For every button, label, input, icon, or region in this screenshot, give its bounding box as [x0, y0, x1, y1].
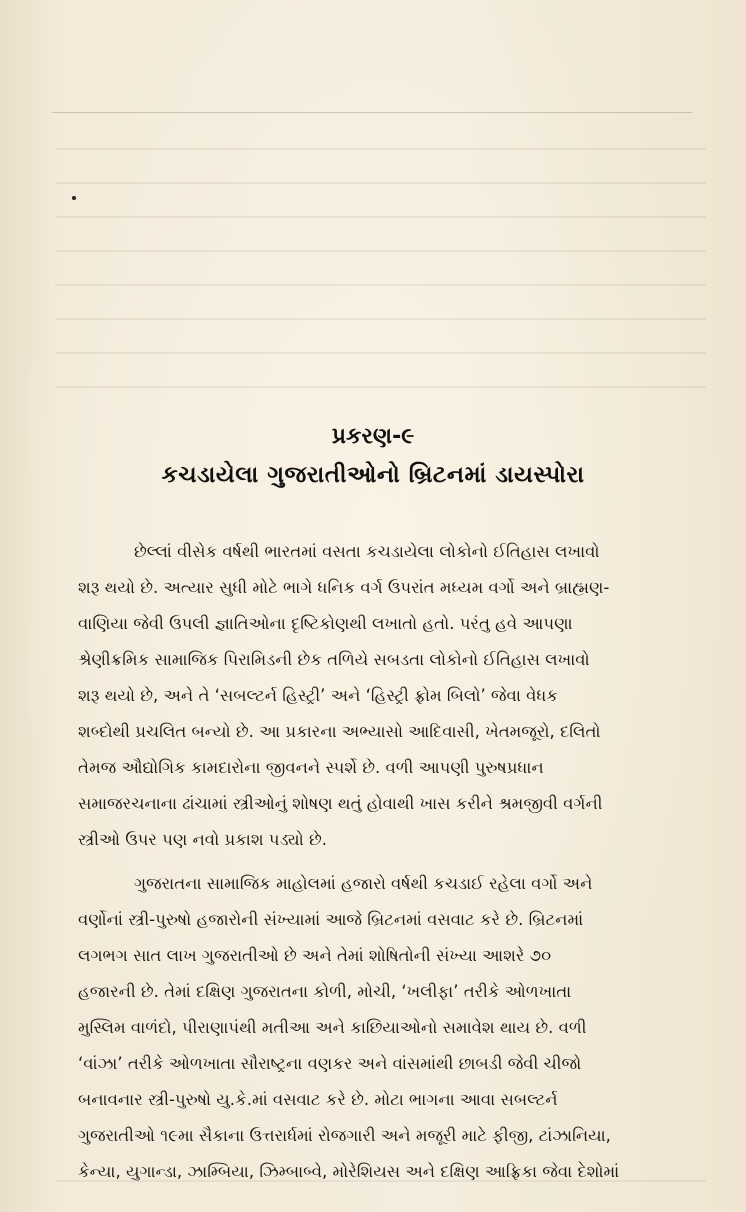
text-line: ગુજરાતના સામાજિક માહોલમાં હજારો વર્ષથી કચડાઈ રહેલા વર્ગો અને [134, 874, 593, 893]
bleed-through-line [55, 148, 706, 150]
bleed-through-line [55, 216, 706, 218]
text-line: શ્રેણીક્રમિક સામાજિક પિરામિડની છેક તળિયે સબડતા લોકોનો ઈતિહાસ લખાવો [78, 650, 590, 669]
text-line: વાણિયા જેવી ઉપલી જ્ઞાતિઓના દૃષ્ટિકોણથી લખાતો હતો. પરંતુ હવે આપણા [78, 614, 573, 633]
bleed-through-line [55, 182, 706, 184]
print-speck [72, 196, 76, 200]
text-line: સમાજરચનાના ઢાંચામાં સ્ત્રીઓનું શોષણ થતું હોવાથી ખાસ કરીને શ્રમજીવી વર્ગની [78, 794, 603, 813]
text-line: મુસ્લિમ વાળંદો, પીરાણાપંથી મતીઆ અને કાછિયાઓનો સમાવેશ થાય છે. વળી [78, 1018, 587, 1037]
text-line: ‘વાંઝા’ તરીકે ઓળખાતા સૌરાષ્ટ્રના વણકર અને વાંસમાંથી છાબડી જેવી ચીજો [78, 1054, 582, 1073]
running-head-rule [52, 112, 692, 113]
text-line: વર્ણોનાં સ્ત્રી-પુરુષો હજારોની સંખ્યામાં આજે બ્રિટનમાં વસવાટ કરે છે. બ્રિટનમાં [78, 910, 584, 929]
text-line: લગભગ સાત લાખ ગુજરાતીઓ છે અને તેમાં શોષિતોની સંખ્યા આશરે ૭૦ [78, 946, 552, 965]
body-text [78, 534, 712, 1190]
chapter-title: કચડાયેલા ગુજરાતીઓનો બ્રિટનમાં ડાયસ્પોરા [161, 462, 585, 488]
text-line: હજારની છે. તેમાં દક્ષિણ ગુજરાતના કોળી, મોચી, ‘ખલીફા’ તરીકે ઓળખાતા [78, 982, 572, 1001]
text-line: શરૂ થયો છે. અત્યાર સુધી મોટે ભાગે ધનિક વર્ગ ઉપરાંત મધ્યમ વર્ગો અને બ્રાહ્મણ- [78, 578, 610, 597]
chapter-label: પ્રકરણ-૯ [331, 424, 415, 449]
bleed-through-line [55, 352, 706, 354]
text-line: બનાવનાર સ્ત્રી-પુરુષો યુ.કે.માં વસવાટ કરે છે. મોટા ભાગના આવા સબલ્ટર્ન [78, 1090, 558, 1109]
text-line: શરૂ થયો છે, અને તે ‘સબલ્ટર્ન હિસ્ટ્રી’ અને ‘હિસ્ટ્રી ફ્રોમ બિલો’ જેવા વેધક [78, 686, 558, 705]
bleed-through-line [55, 284, 706, 286]
bleed-through-line [55, 318, 706, 320]
text-line: કેન્યા, યુગાન્ડા, ઝામ્બિયા, ઝિમ્બાબ્વે, મોરેશિયસ અને દક્ષિણ આફ્રિકા જેવા દેશોમાં [78, 1162, 620, 1181]
paragraph [78, 534, 712, 858]
text-line: શબ્દોથી પ્રચલિત બન્યો છે. આ પ્રકારના અભ્યાસો આદિવાસી, ખેતમજૂરો, દલિતો [78, 722, 601, 741]
text-line: છેલ્લાં વીસેક વર્ષથી ભારતમાં વસતા કચડાયેલા લોકોનો ઈતિહાસ લખાવો [134, 542, 600, 561]
bleed-through-line [55, 250, 706, 252]
text-line: ગુજરાતીઓ ૧૯મા સૈકાના ઉત્તરાર્ધમાં રોજગારી અને મજૂરી માટે ફીજી, ટાંઝાનિયા, [78, 1126, 611, 1145]
paragraph [78, 866, 712, 1190]
text-line: સ્ત્રીઓ ઉપર પણ નવો પ્રકાશ પડ્યો છે. [78, 830, 328, 849]
text-line: તેમજ ઔદ્યોગિક કામદારોના જીવનને સ્પર્શે છે. વળી આપણી પુરુષપ્રધાન [78, 758, 544, 777]
bleed-through-line [55, 386, 706, 388]
